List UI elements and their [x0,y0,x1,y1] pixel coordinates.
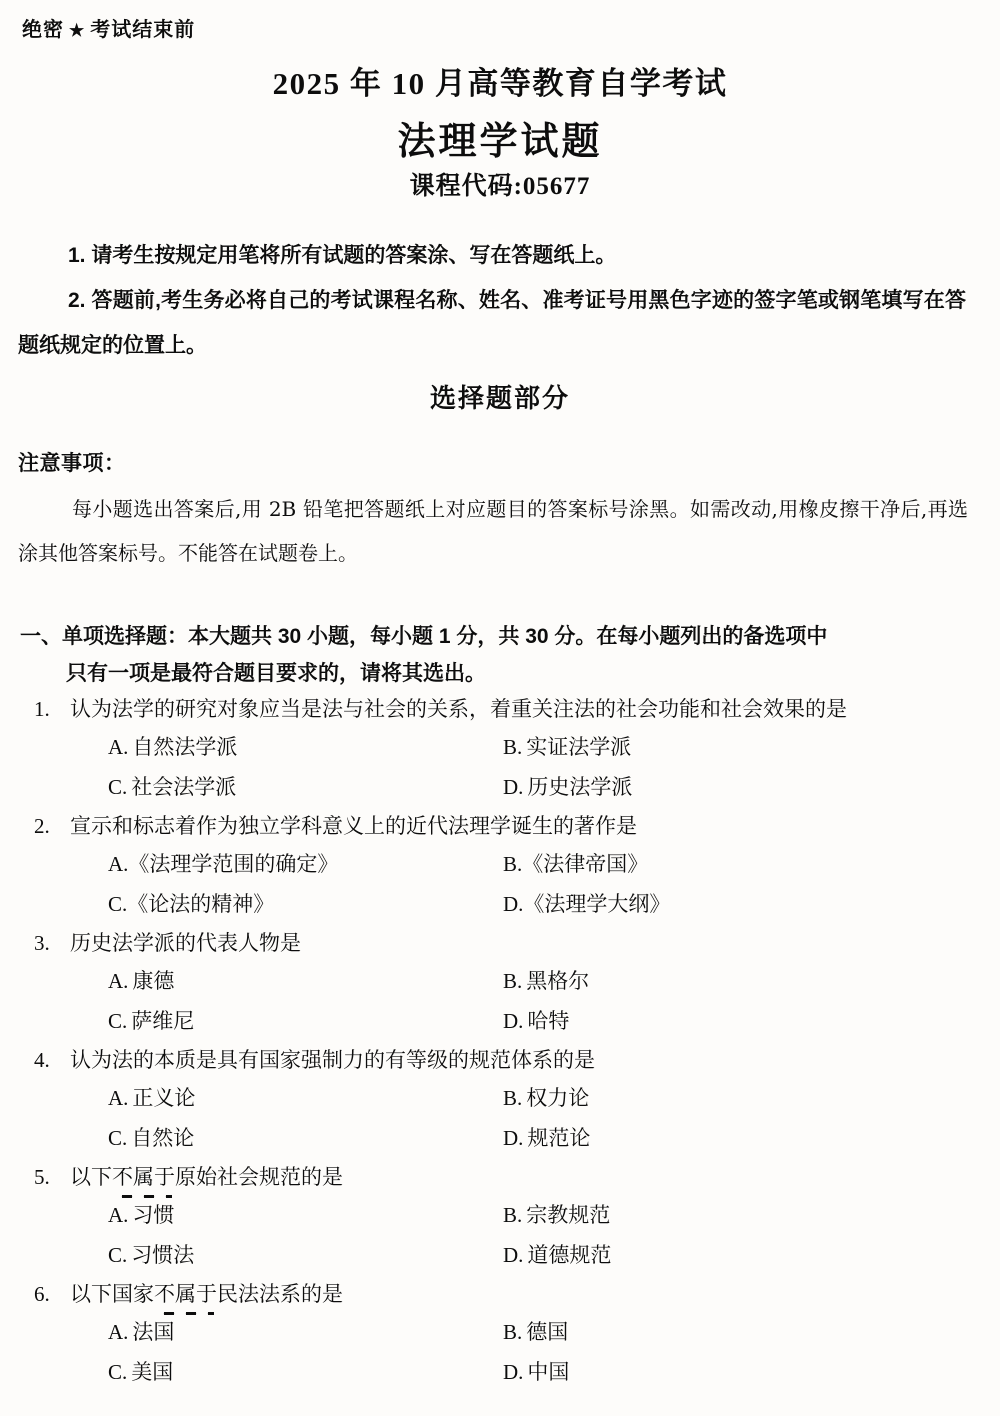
option-d[interactable] [503,1007,569,1035]
option-a[interactable] [108,733,237,761]
option-b[interactable] [503,967,589,995]
option-text: 道德规范 [527,1243,612,1267]
option-label: C. [108,1126,128,1150]
option-text: 历史法学派 [527,775,633,799]
option-text: 规范论 [527,1126,591,1150]
option-text: 实证法学派 [526,735,632,759]
secrecy-prefix-label: 绝密 [22,19,64,41]
secrecy-banner [22,13,195,42]
option-c[interactable] [108,1124,194,1152]
option-grid [0,1318,1000,1396]
option-label: A. [108,1086,129,1110]
question-stem-text: 认为法学的研究对象应当是法与社会的关系，着重关注法的社会功能和社会效果的是 [70,697,847,721]
exam-title-subject: 法理学试题 [397,121,603,163]
instruction-item: 2. 答题前,考生务必将自己的考试课程名称、姓名、准考证号用黑色字迹的签字笔或钢笔填写在答题纸规定的位置上。 [18,289,966,357]
option-text: 黑格尔 [526,969,590,993]
option-grid [0,850,1000,928]
option-text: 《法理学大纲》 [523,892,671,916]
option-label: B. [503,852,523,876]
question-stem [0,811,1000,842]
option-label: C. [108,1243,128,1267]
option-label: B. [503,1320,523,1344]
question-item [0,1162,1000,1279]
option-text: 宗教规范 [526,1203,611,1227]
option-text: 《法理学范围的确定》 [128,852,339,876]
option-label: B. [503,735,523,759]
option-b[interactable] [503,1084,589,1112]
question-number: 2. [34,814,50,838]
question-number: 4. [34,1048,50,1072]
option-label: C. [108,1360,128,1384]
option-grid [0,967,1000,1045]
question-stem-text: 民法法系的是 [217,1282,343,1306]
option-b[interactable] [503,850,648,878]
option-text: 习惯法 [131,1243,195,1267]
course-code-label: 课程代码:05677 [409,173,591,200]
option-c[interactable] [108,890,274,918]
option-grid [0,1201,1000,1279]
notes-body: 每小题选出答案后,用 2B 铅笔把答题纸上对应题目的答案标号涂黑。如需改动,用橡皮擦干净后,再选涂其他答案标号。不能答在试题卷上。 [18,497,968,565]
option-text: 德国 [526,1320,569,1344]
option-label: C. [108,892,128,916]
question-stem [0,694,1000,725]
option-label: A. [108,735,129,759]
emphasized-phrase: 不属于 [112,1162,175,1193]
star-icon: ★ [69,21,86,40]
question-stem [0,1279,1000,1310]
question-number: 5. [34,1165,50,1189]
question-number: 6. [34,1282,50,1306]
option-c[interactable] [108,1358,173,1386]
option-label: B. [503,1203,523,1227]
question-item [0,694,1000,811]
option-label: D. [503,1360,524,1384]
option-a[interactable] [108,850,338,878]
option-b[interactable] [503,1318,568,1346]
question-stem-text: 原始社会规范的是 [175,1165,343,1189]
option-label: A. [108,969,129,993]
option-text: 自然法学派 [132,735,238,759]
question-stem-text: 宣示和标志着作为独立学科意义上的近代法理学诞生的著作是 [70,814,637,838]
question-group-heading-line1: 一、单项选择题：本大题共 30 小题，每小题 1 分，共 30 分。在每小题列出的备选项中 [20,625,828,648]
question-stem-text: 历史法学派的代表人物是 [70,931,301,955]
option-text: 《法律帝国》 [522,852,649,876]
question-stem-text: 以下国家 [70,1282,154,1306]
option-a[interactable] [108,1201,174,1229]
option-c[interactable] [108,773,236,801]
question-stem-text: 认为法的本质是具有国家强制力的有等级的规范体系的是 [70,1048,595,1072]
option-a[interactable] [108,967,174,995]
option-text: 中国 [527,1360,570,1384]
option-label: D. [503,1009,524,1033]
section-heading: 选择题部分 [429,383,570,413]
option-text: 法国 [132,1320,175,1344]
instructions-block [18,233,966,368]
option-text: 哈特 [527,1009,570,1033]
question-item [0,1279,1000,1396]
question-stem [0,1045,1000,1076]
option-text: 社会法学派 [131,775,237,799]
question-item [0,928,1000,1045]
option-text: 自然论 [131,1126,195,1150]
option-text: 美国 [131,1360,174,1384]
option-d[interactable] [503,1124,590,1152]
option-c[interactable] [108,1241,194,1269]
option-a[interactable] [108,1084,195,1112]
emphasized-phrase: 不属于 [154,1279,217,1310]
option-d[interactable] [503,1241,611,1269]
question-group-heading [20,618,960,692]
secrecy-suffix-label: 考试结束前 [90,19,196,41]
option-text: 萨维尼 [131,1009,195,1033]
option-grid [0,733,1000,811]
option-label: A. [108,852,129,876]
instruction-item: 1. 请考生按规定用笔将所有试题的答案涂、写在答题纸上。 [68,244,617,267]
option-label: B. [503,969,523,993]
option-d[interactable] [503,773,632,801]
question-stem [0,1162,1000,1193]
option-label: C. [108,775,128,799]
option-text: 习惯 [132,1203,175,1227]
question-number: 3. [34,931,50,955]
option-b[interactable] [503,733,631,761]
exam-title-main: 2025 年 10 月高等教育自学考试 [272,66,728,101]
option-label: B. [503,1086,523,1110]
questions-list [0,694,1000,1396]
option-label: D. [503,775,524,799]
option-label: D. [503,1243,524,1267]
option-d[interactable] [503,1358,569,1386]
notes-label: 注意事项： [18,452,126,475]
question-stem [0,928,1000,959]
question-stem-text: 以下 [70,1165,112,1189]
question-group-heading-line2: 只有一项是最符合题目要求的，请将其选出。 [66,662,486,685]
option-text: 康德 [132,969,175,993]
option-d[interactable] [503,890,670,918]
option-label: D. [503,892,524,916]
option-text: 权力论 [526,1086,590,1110]
option-b[interactable] [503,1201,610,1229]
option-label: C. [108,1009,128,1033]
option-label: A. [108,1320,129,1344]
question-item [0,1045,1000,1162]
option-label: D. [503,1126,524,1150]
question-number: 1. [34,697,50,721]
option-grid [0,1084,1000,1162]
option-text: 正义论 [132,1086,196,1110]
option-text: 《论法的精神》 [127,892,275,916]
question-item [0,811,1000,928]
option-a[interactable] [108,1318,174,1346]
option-c[interactable] [108,1007,194,1035]
option-label: A. [108,1203,129,1227]
